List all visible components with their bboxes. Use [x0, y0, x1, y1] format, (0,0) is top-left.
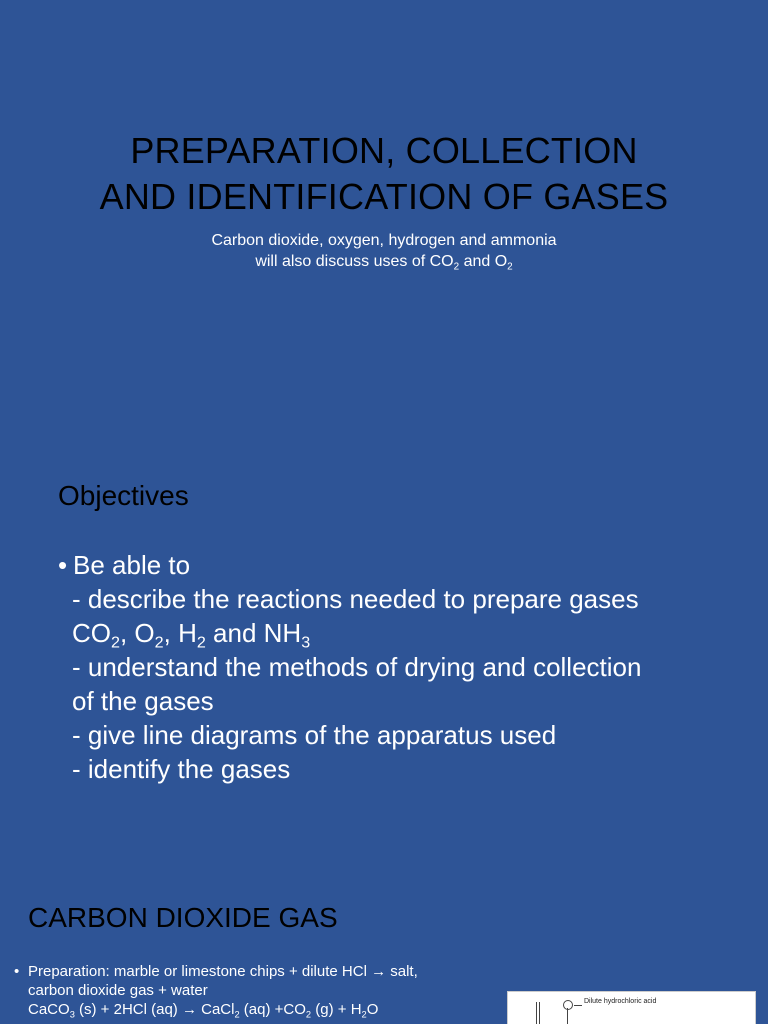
gas-formula: O — [134, 618, 155, 648]
objective-describe: - describe the reactions needed to prepare gases — [72, 584, 639, 614]
slide-subtitle — [0, 230, 768, 272]
subscript: 3 — [69, 1009, 75, 1020]
subscript: 2 — [234, 1009, 240, 1020]
equation-term: (g) + H — [311, 1001, 362, 1018]
objectives-list — [58, 548, 738, 786]
subscript: 2 — [111, 633, 120, 652]
preparation-text — [14, 962, 484, 1019]
objectives-slide — [0, 440, 768, 850]
subscript: 2 — [361, 1009, 367, 1020]
list-item — [58, 548, 738, 582]
slide-title — [0, 128, 768, 220]
funnel-icon — [563, 1000, 573, 1010]
separator: , — [163, 618, 179, 648]
subtitle-text-a: will also discuss uses of CO — [255, 253, 454, 270]
subscript: 2 — [305, 1009, 312, 1020]
subtitle-line-1: Carbon dioxide, oxygen, hydrogen and ammonia — [211, 232, 557, 249]
gas-formula: NH — [263, 618, 302, 648]
equation-term: (aq) +CO — [239, 1001, 306, 1018]
objective-diagrams: - give line diagrams of the apparatus used — [72, 720, 557, 750]
title-line-2: AND IDENTIFICATION OF GASES — [99, 176, 669, 217]
bullet-icon: • — [14, 963, 20, 980]
carbon-dioxide-slide — [0, 850, 768, 1024]
subscript: 3 — [301, 633, 311, 652]
subtitle-text-b: and O — [459, 253, 508, 270]
funnel-stem — [567, 1008, 568, 1024]
co2-heading: CARBON DIOXIDE GAS — [28, 902, 338, 933]
thistle-tube-wall — [539, 1002, 540, 1024]
gas-formula: CO — [72, 618, 111, 648]
bullet-icon: • — [58, 550, 68, 580]
bullet-text: Be able to — [73, 550, 191, 580]
subtitle-line-2 — [0, 251, 768, 272]
prep-line-1: Preparation: marble or limestone chips + dilute HCl → salt, — [28, 963, 418, 980]
objective-understand: - understand the methods of drying and collection — [72, 652, 642, 682]
equation-term: CaCO — [28, 1001, 70, 1018]
label-pointer — [574, 1005, 582, 1006]
title-line-1: PREPARATION, COLLECTION — [130, 130, 638, 171]
title-slide — [0, 0, 768, 440]
objectives-heading: Objectives — [58, 480, 189, 511]
equation-term: O — [366, 1001, 379, 1018]
objective-identify: - identify the gases — [72, 754, 291, 784]
apparatus-diagram — [507, 991, 756, 1024]
objective-gases — [58, 616, 738, 650]
subscript: 2 — [453, 261, 460, 273]
thistle-tube-wall — [536, 1002, 537, 1024]
list-item — [14, 962, 484, 981]
prep-line-2: carbon dioxide gas + water — [28, 982, 208, 999]
separator: , — [119, 618, 135, 648]
gas-formula: H — [178, 618, 197, 648]
subscript: 2 — [196, 633, 206, 652]
subscript: 2 — [154, 633, 164, 652]
separator: and — [205, 618, 264, 648]
subscript: 2 — [507, 261, 513, 273]
objective-understand-cont: of the gases — [72, 686, 214, 716]
diagram-label: Dilute hydrochloric acid — [584, 998, 657, 1005]
equation-term: (s) + 2HCl (aq) → CaCl — [74, 1001, 235, 1018]
chemical-equation — [14, 1000, 484, 1019]
